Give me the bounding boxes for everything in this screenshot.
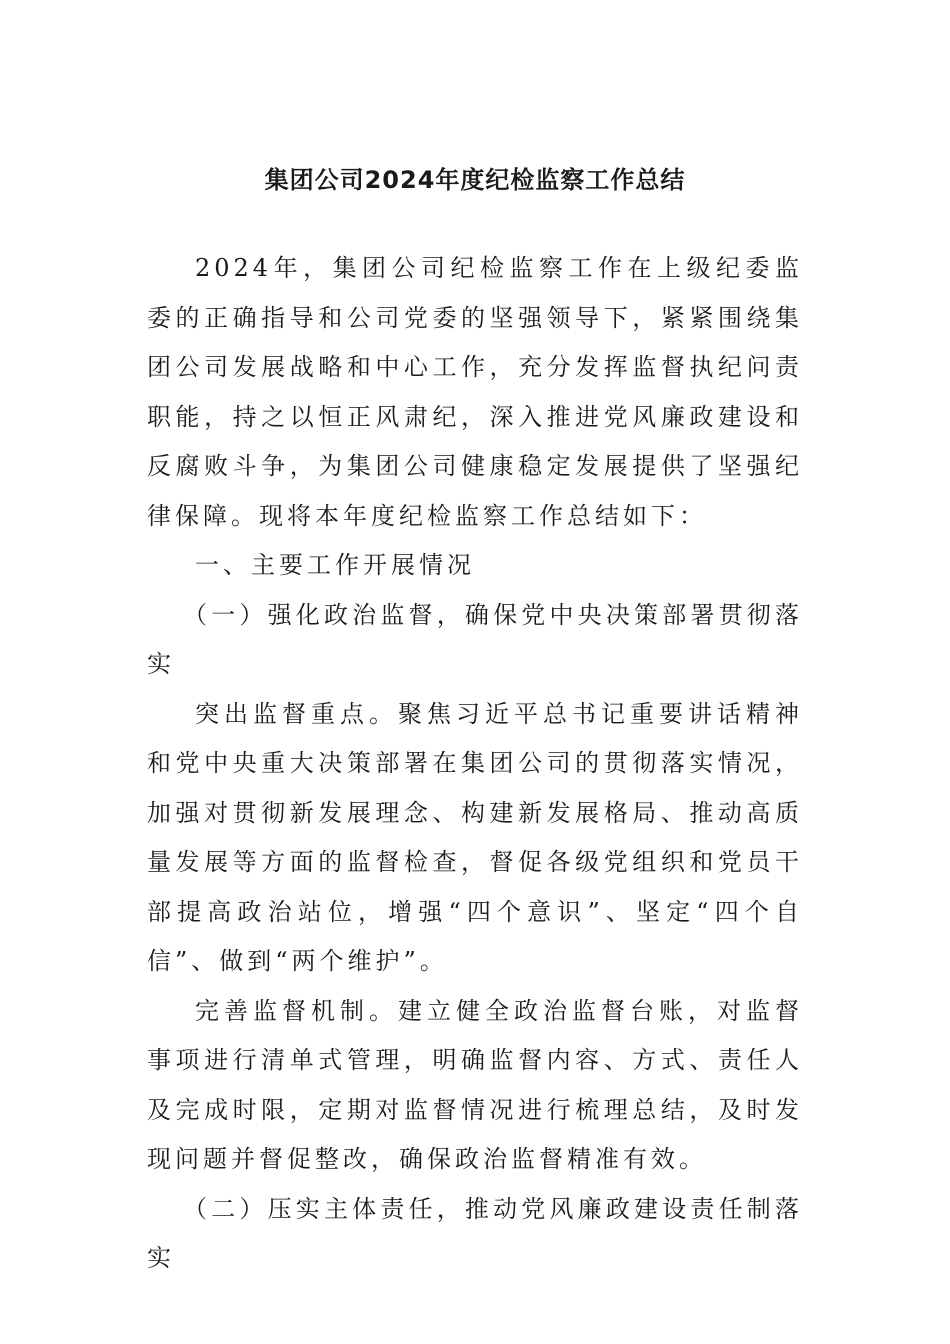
paragraph-supervision-mechanism: 完善监督机制。建立健全政治监督台账，对监督事项进行清单式管理，明确监督内容、方式、责任人及完成时限，定期对监督情况进行梳理总结，及时发现问题并督促整改，确保政治监督精准有效。 (147, 996, 803, 1173)
document-title: 集团公司2024年度纪检监察工作总结 (264, 166, 686, 194)
paragraph-supervision-focus: 突出监督重点。聚焦习近平总书记重要讲话精神和党中央重大决策部署在集团公司的贯彻落实情况，加强对贯彻新发展理念、构建新发展格局、推动高质量发展等方面的监督检查，督促各级党组织和党员干部提高政治站位，增强“四个意识”、坚定“四个自信”、做到“两个维护”。 (147, 699, 803, 975)
subsection-heading-political-supervision: （一）强化政治监督，确保党中央决策部署贯彻落实 (147, 600, 803, 678)
intro-paragraph: 2024年，集团公司纪检监察工作在上级纪委监委的正确指导和公司党委的坚强领导下，紧紧围绕集团公司发展战略和中心工作，充分发挥监督执纪问责职能，持之以恒正风肃纪，深入推进党风廉政建设和反腐败斗争，为集团公司健康稳定发展提供了坚强纪律保障。现将本年度纪检监察工作总结如下： (147, 254, 803, 530)
subsection-heading-main-responsibility: （二）压实主体责任，推动党风廉政建设责任制落实 (147, 1194, 803, 1272)
section-heading-main-work: 一、主要工作开展情况 (195, 551, 475, 579)
document-body (147, 244, 803, 1284)
